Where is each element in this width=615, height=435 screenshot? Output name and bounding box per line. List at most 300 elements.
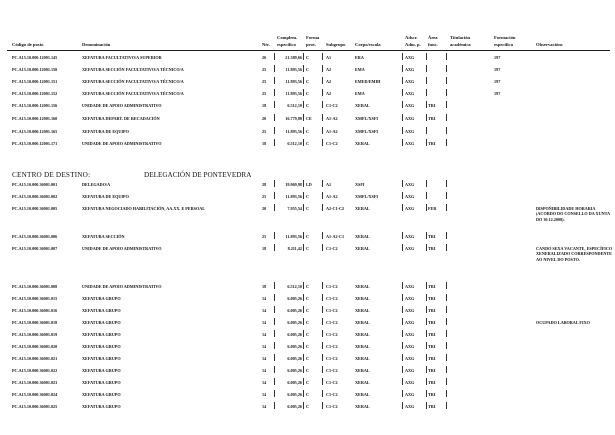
column-divider (303, 192, 304, 199)
column-divider (322, 65, 323, 72)
cell-area: FER (428, 206, 437, 211)
column-divider (402, 282, 403, 289)
cell-codigo: PC.A15.10.000.36001.019 (12, 332, 58, 337)
cell-corpo: XMFL/XSFI (355, 116, 379, 121)
header-nivel: Nív. (262, 42, 270, 47)
column-divider (446, 204, 447, 211)
column-divider (303, 366, 304, 373)
column-divider (426, 306, 427, 313)
cell-complemento: 11.893,56 (285, 234, 302, 239)
header-subgrupo: Subgrupo (326, 42, 346, 47)
column-divider (402, 89, 403, 96)
cell-codigo: PC.A15.10.000.12001.145 (12, 55, 58, 60)
cell-nivel: 25 (262, 194, 267, 199)
column-divider (303, 378, 304, 385)
column-divider (274, 139, 275, 146)
column-divider (426, 342, 427, 349)
column-divider (303, 244, 304, 251)
table-row (0, 380, 615, 392)
cell-forma: C (306, 234, 310, 239)
column-divider (426, 366, 427, 373)
column-divider (322, 53, 323, 60)
cell-nivel: 25 (262, 129, 267, 134)
cell-codigo: PC.A15.10.000.12001.152 (12, 91, 58, 96)
cell-denominacion: XEFATURA DE EQUIPO (82, 194, 129, 199)
column-divider (322, 232, 323, 239)
cell-forma: C (306, 404, 310, 409)
column-divider (446, 101, 447, 108)
column-divider (274, 232, 275, 239)
cell-subgrupo: A1-A2-C1 (326, 234, 345, 239)
cell-forma: C (306, 246, 310, 251)
column-divider (426, 282, 427, 289)
column-divider (274, 114, 275, 121)
cell-forma: LD (306, 182, 312, 187)
cell-adscr: AXG (405, 103, 415, 108)
table-row (0, 308, 615, 320)
column-divider (322, 101, 323, 108)
cell-area: TRI (428, 296, 436, 301)
column-divider (402, 294, 403, 301)
cell-codigo: PC.A15.10.000.36001.021 (12, 356, 58, 361)
header-area-2: func. (428, 42, 438, 47)
cell-adscr: AXG (405, 404, 415, 409)
cell-obs: DISPOÑIBILIDADE HORARIA (ACORDO DO CONSELLO DA XUNTA DO 30.12.2008). (536, 206, 610, 222)
cell-corpo: XERAL (355, 246, 370, 251)
table-row (0, 129, 615, 141)
column-divider (274, 101, 275, 108)
column-divider (426, 390, 427, 397)
cell-adscr: AXG (405, 141, 415, 146)
column-divider (426, 330, 427, 337)
cell-nivel: 18 (262, 284, 267, 289)
cell-codigo: PC.A15.10.000.36001.018 (12, 320, 58, 325)
cell-forma: C (306, 332, 310, 337)
cell-complemento: 8.211,42 (287, 246, 302, 251)
header-denominacion: Denominación (82, 42, 111, 47)
cell-complemento: 6.512,10 (287, 141, 302, 146)
table-row (0, 55, 615, 67)
cell-corpo: EMED/EMIH (355, 79, 381, 84)
table-row (0, 67, 615, 79)
cell-nivel: 14 (262, 332, 267, 337)
cell-area: TRI (428, 234, 436, 239)
table-row (0, 368, 615, 380)
column-divider (446, 192, 447, 199)
cell-nivel: 26 (262, 55, 267, 60)
column-divider (402, 366, 403, 373)
cell-complemento: 6.005,26 (287, 368, 302, 373)
cell-corpo: XERAL (355, 320, 370, 325)
cell-complemento: 11.893,56 (285, 129, 302, 134)
table-row (0, 79, 615, 91)
column-divider (274, 180, 275, 187)
cell-codigo: PC.A15.10.000.36001.016 (12, 308, 58, 313)
header-adscr-2: Adm. p. (405, 42, 421, 47)
column-divider (303, 232, 304, 239)
table-row (0, 206, 615, 234)
cell-subgrupo: C1-C2 (326, 246, 338, 251)
cell-subgrupo: C1-C2 (326, 284, 338, 289)
cell-codigo: PC.A15.10.000.36001.024 (12, 392, 58, 397)
column-divider (303, 89, 304, 96)
cell-obs: CANDO SEXA VACANTE, ESPECÍFICO XENERALIZADO CORRESPONDENTE AO NIVEL DO POSTO. (536, 246, 613, 262)
column-divider (446, 306, 447, 313)
cell-complemento: 19.969,98 (285, 182, 302, 187)
column-divider (446, 402, 447, 409)
column-divider (322, 306, 323, 313)
cell-area: TRI (428, 380, 436, 385)
header-titulacion-2: académica (450, 42, 471, 47)
cell-forma: C (306, 296, 310, 301)
column-divider (446, 77, 447, 84)
cell-codigo: PC.A15.10.000.36001.001 (12, 182, 58, 187)
cell-adscr: AXG (405, 308, 415, 313)
column-divider (426, 180, 427, 187)
header-codigo: Código de posto (12, 42, 44, 47)
column-divider (322, 139, 323, 146)
cell-adscr: AXG (405, 296, 415, 301)
column-divider (303, 330, 304, 337)
column-divider (446, 294, 447, 301)
table-row (0, 392, 615, 404)
table-row (0, 116, 615, 129)
cell-codigo: PC.A15.10.000.36001.015 (12, 296, 58, 301)
header-complem-1: Complem. (277, 35, 298, 40)
column-divider (303, 53, 304, 60)
cell-codigo: PC.A15.10.000.36001.020 (12, 344, 58, 349)
cell-subgrupo: C1-C2 (326, 404, 338, 409)
table-row (0, 194, 615, 206)
cell-adscr: AXG (405, 356, 415, 361)
cell-denominacion: XEFATURA SECCIÓN FACULTATIVO/A TÉCNICO/A (82, 67, 184, 72)
table-row (0, 246, 615, 284)
column-divider (402, 306, 403, 313)
cell-complemento: 6.005,26 (287, 344, 302, 349)
column-divider (322, 390, 323, 397)
column-divider (322, 402, 323, 409)
column-divider (274, 77, 275, 84)
column-divider (446, 180, 447, 187)
column-divider (322, 77, 323, 84)
header-rule (7, 50, 610, 51)
cell-complemento: 6.512,10 (287, 284, 302, 289)
cell-complemento: 11.893,56 (285, 67, 302, 72)
header-forma-2: prov. (306, 42, 316, 47)
column-divider (446, 366, 447, 373)
cell-adscr: AXG (405, 91, 415, 96)
table-row (0, 320, 615, 332)
cell-nivel: 14 (262, 308, 267, 313)
cell-subgrupo: A1 (326, 182, 332, 187)
cell-nivel: 25 (262, 67, 267, 72)
table-row (0, 141, 615, 153)
header-observacions: Observacións (536, 42, 563, 47)
cell-subgrupo: A2 (326, 67, 332, 72)
cell-forma: C (306, 194, 310, 199)
column-divider (322, 366, 323, 373)
cell-subgrupo: C1-C2 (326, 392, 338, 397)
header-corpo: Corpo/escala (355, 42, 381, 47)
cell-complemento: 6.005,26 (287, 332, 302, 337)
cell-denominacion: UNIDADE DE APOIO ADMINISTRATIVO (82, 141, 162, 146)
cell-denominacion: XEFATURA DE EQUIPO (82, 129, 129, 134)
cell-formacion: 197 (494, 79, 501, 84)
cell-subgrupo: A1-A2 (326, 194, 338, 199)
centro-value: DELEGACIÓN DE PONTEVEDRA (144, 171, 252, 179)
cell-corpo: XERAL (355, 404, 370, 409)
column-divider (274, 89, 275, 96)
cell-nivel: 18 (262, 103, 267, 108)
cell-subgrupo: A1-A2 (326, 116, 338, 121)
cell-adscr: AXG (405, 194, 415, 199)
column-divider (322, 354, 323, 361)
column-divider (274, 354, 275, 361)
column-divider (303, 77, 304, 84)
table-row (0, 284, 615, 296)
cell-denominacion: XEFATURA DEPART. DE RECADACIÓN (82, 116, 160, 121)
column-divider (303, 354, 304, 361)
cell-obs: OCUPADO LABORAL FIXO (536, 320, 590, 325)
cell-denominacion: XEFATURA GRUPO (82, 320, 121, 325)
cell-area: TRI (428, 356, 436, 361)
column-divider (303, 180, 304, 187)
column-divider (322, 294, 323, 301)
cell-denominacion: XEFATURA GRUPO (82, 392, 121, 397)
cell-complemento: 6.005,26 (287, 356, 302, 361)
header-forma-1: Forma (306, 35, 320, 40)
cell-nivel: 14 (262, 296, 267, 301)
cell-forma: C (306, 368, 310, 373)
cell-corpo: XERAL (355, 234, 370, 239)
cell-subgrupo: C1-C2 (326, 320, 338, 325)
column-divider (274, 204, 275, 211)
cell-forma: C (306, 103, 310, 108)
column-divider (426, 232, 427, 239)
column-divider (274, 306, 275, 313)
cell-denominacion: XEFATURA GRUPO (82, 368, 121, 373)
cell-area: TRI (428, 284, 436, 289)
cell-area: TRI (428, 246, 436, 251)
cell-forma: C (306, 91, 310, 96)
cell-codigo: PC.A15.10.000.36001.025 (12, 404, 58, 409)
cell-area: TRI (428, 392, 436, 397)
cell-subgrupo: C1-C2 (326, 344, 338, 349)
column-divider (402, 180, 403, 187)
column-divider (446, 89, 447, 96)
cell-adscr: AXG (405, 284, 415, 289)
cell-codigo: PC.A15.10.000.12001.160 (12, 116, 58, 121)
cell-complemento: 6.005,26 (287, 320, 302, 325)
column-divider (426, 192, 427, 199)
cell-area: TRI (428, 116, 436, 121)
column-divider (402, 354, 403, 361)
table-row (0, 296, 615, 308)
cell-complemento: 6.512,10 (287, 103, 302, 108)
column-divider (402, 378, 403, 385)
cell-codigo: PC.A15.10.000.36001.022 (12, 368, 58, 373)
cell-adscr: AXG (405, 344, 415, 349)
column-divider (446, 244, 447, 251)
column-divider (303, 65, 304, 72)
cell-area: TRI (428, 404, 436, 409)
column-divider (446, 330, 447, 337)
column-divider (402, 318, 403, 325)
column-divider (426, 244, 427, 251)
column-divider (303, 294, 304, 301)
cell-corpo: XERAL (355, 392, 370, 397)
cell-forma: C (306, 320, 310, 325)
table-row (0, 103, 615, 116)
column-divider (402, 244, 403, 251)
cell-nivel: 18 (262, 246, 267, 251)
cell-denominacion: UNIDADE DE APOIO ADMINISTRATIVO (82, 246, 162, 251)
header-area-1: Área (428, 35, 438, 40)
column-divider (426, 139, 427, 146)
cell-forma: C (306, 356, 310, 361)
column-divider (426, 294, 427, 301)
cell-subgrupo: C1-C2 (326, 141, 338, 146)
cell-codigo: PC.A15.10.000.12001.171 (12, 141, 58, 146)
column-divider (446, 378, 447, 385)
cell-forma: C (306, 206, 310, 211)
cell-codigo: PC.A15.10.000.12001.156 (12, 103, 58, 108)
column-divider (446, 127, 447, 134)
cell-forma: C (306, 380, 310, 385)
column-divider (322, 127, 323, 134)
cell-forma: C (306, 141, 310, 146)
cell-nivel: 20 (262, 116, 267, 121)
column-divider (303, 204, 304, 211)
cell-adscr: AXG (405, 380, 415, 385)
header-formacion-2: específica (494, 42, 513, 47)
cell-area: TRI (428, 344, 436, 349)
column-divider (446, 342, 447, 349)
cell-subgrupo: C1-C2 (326, 103, 338, 108)
cell-forma: C (306, 392, 310, 397)
cell-complemento: 7.955,54 (287, 206, 302, 211)
cell-complemento: 6.005,26 (287, 308, 302, 313)
cell-complemento: 11.893,56 (285, 79, 302, 84)
column-divider (322, 330, 323, 337)
cell-subgrupo: C1-C2 (326, 332, 338, 337)
cell-area: TRI (428, 320, 436, 325)
cell-subgrupo: C1-C2 (326, 356, 338, 361)
cell-codigo: PC.A15.10.000.36001.008 (12, 284, 58, 289)
column-divider (274, 342, 275, 349)
cell-nivel: 14 (262, 320, 267, 325)
cell-complemento: 16.779,88 (285, 116, 302, 121)
cell-adscr: AXG (405, 182, 415, 187)
cell-subgrupo: C1-C2 (326, 380, 338, 385)
cell-area: TRI (428, 308, 436, 313)
cell-corpo: EMA (355, 91, 365, 96)
table-row (0, 234, 615, 246)
column-divider (402, 114, 403, 121)
cell-area: TRI (428, 103, 436, 108)
cell-subgrupo: C1-C2 (326, 308, 338, 313)
column-divider (274, 244, 275, 251)
column-divider (426, 318, 427, 325)
cell-complemento: 21.389,66 (285, 55, 302, 60)
cell-nivel: 25 (262, 79, 267, 84)
cell-denominacion: UNIDADE DE APOIO ADMINISTRATIVO (82, 103, 162, 108)
cell-codigo: PC.A15.10.000.36001.005 (12, 206, 58, 211)
column-divider (303, 114, 304, 121)
column-divider (274, 192, 275, 199)
table-row (0, 182, 615, 194)
column-divider (274, 53, 275, 60)
column-divider (426, 127, 427, 134)
column-divider (322, 342, 323, 349)
cell-codigo: PC.A15.10.000.36001.007 (12, 246, 58, 251)
cell-corpo: XERAL (355, 368, 370, 373)
cell-complemento: 11.893,56 (285, 91, 302, 96)
cell-area: TRI (428, 368, 436, 373)
column-divider (446, 114, 447, 121)
cell-adscr: AXG (405, 129, 415, 134)
cell-corpo: XERAL (355, 141, 370, 146)
cell-adscr: AXG (405, 55, 415, 60)
column-divider (274, 65, 275, 72)
cell-corpo: XERAL (355, 308, 370, 313)
column-divider (446, 282, 447, 289)
column-divider (402, 101, 403, 108)
column-divider (303, 101, 304, 108)
column-divider (402, 53, 403, 60)
column-divider (274, 294, 275, 301)
cell-corpo: XERAL (355, 284, 370, 289)
cell-subgrupo: A2-C1-C2 (326, 206, 345, 211)
column-divider (322, 89, 323, 96)
column-divider (322, 244, 323, 251)
header-complem-2: específico (277, 42, 296, 47)
cell-adscr: AXG (405, 332, 415, 337)
table-row (0, 404, 615, 416)
cell-denominacion: XEFATURA GRUPO (82, 308, 121, 313)
cell-nivel: 14 (262, 392, 267, 397)
column-divider (274, 330, 275, 337)
column-divider (446, 65, 447, 72)
cell-denominacion: XEFATURA GRUPO (82, 356, 121, 361)
header-titulacion-1: Titulación (450, 35, 471, 40)
cell-corpo: XERAL (355, 332, 370, 337)
column-divider (402, 127, 403, 134)
cell-complemento: 6.005,26 (287, 380, 302, 385)
cell-area: TRI (428, 141, 436, 146)
column-divider (426, 354, 427, 361)
column-divider (274, 282, 275, 289)
cell-corpo: XMFL/XSFI (355, 129, 379, 134)
cell-subgrupo: A1 (326, 55, 332, 60)
column-divider (426, 378, 427, 385)
cell-adscr: AXG (405, 392, 415, 397)
column-divider (303, 127, 304, 134)
cell-corpo: XERAL (355, 380, 370, 385)
column-divider (426, 114, 427, 121)
cell-denominacion: XEFATURA SECCIÓN FACULTATIVO/A TÉCNICO/A (82, 79, 184, 84)
cell-codigo: PC.A15.10.000.36001.002 (12, 194, 58, 199)
column-divider (402, 342, 403, 349)
cell-corpo: EMA (355, 67, 365, 72)
cell-adscr: AXG (405, 368, 415, 373)
column-divider (322, 192, 323, 199)
header-adscr-1: Adscr. (405, 35, 418, 40)
table-row (0, 332, 615, 344)
column-divider (446, 53, 447, 60)
cell-forma: C (306, 344, 310, 349)
cell-denominacion: XEFATURA GRUPO (82, 380, 121, 385)
